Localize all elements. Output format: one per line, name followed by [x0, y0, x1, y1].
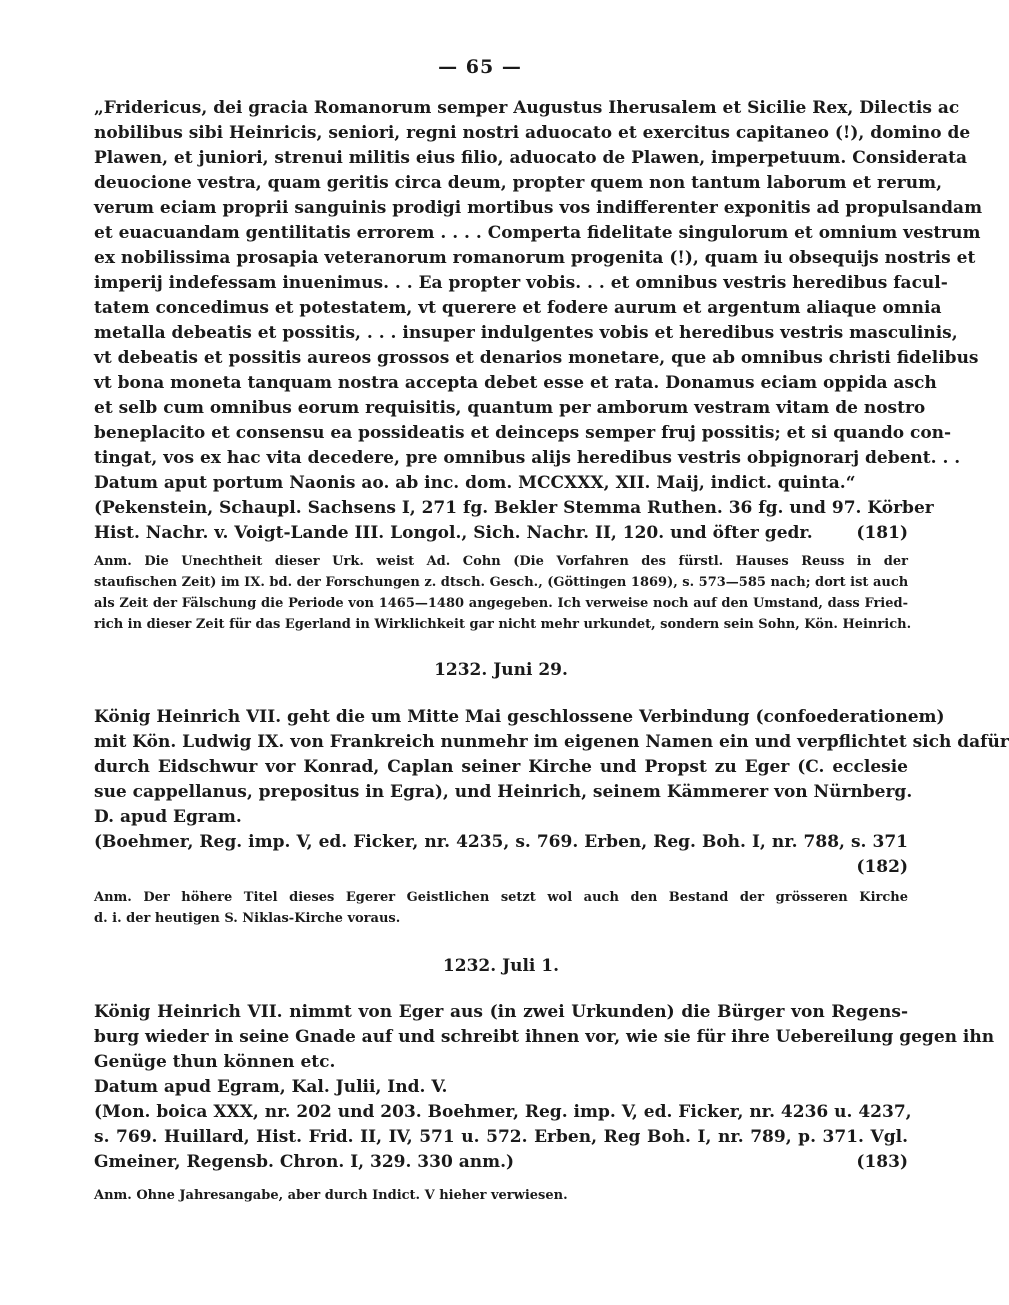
entry-number: (182)	[856, 857, 908, 877]
text-line: deuocione vestra, quam geritis circa deum, propter quem non tantum laborum et rerum,	[94, 173, 942, 193]
text-line: Datum aput portum Naonis ao. ab inc. dom. MCCXXX, XII. Maij, indict. quinta.“	[94, 473, 856, 493]
reference-line: Gmeiner, Regensb. Chron. I, 329. 330 anm.)	[94, 1152, 515, 1172]
text-line: D. apud Egram.	[94, 807, 242, 827]
reference-line: s. 769. Huillard, Hist. Frid. II, IV, 571 u. 572. Erben, Reg Boh. I, nr. 789, p. 371. Vgl.	[94, 1127, 908, 1147]
text-line: burg wieder in seine Gnade auf und schreibt ihnen vor, wie sie für ihre Uebereilung gegen ihn	[94, 1027, 995, 1047]
text-line: beneplacito et consensu ea possideatis et deinceps semper fruj possitis; et si quando con-	[94, 423, 952, 443]
footnote-line: Anm. Die Unechtheit dieser Urk. weist Ad. Cohn (Die Vorfahren des fürstl. Hauses Reuss in der	[94, 554, 908, 569]
text-line: et euacuandam gentilitatis errorem . . . . Comperta fidelitate singulorum et omnium vestrum	[94, 223, 981, 243]
footnote-line: rich in dieser Zeit für das Egerland in Wirklichkeit gar nicht mehr urkundet, sondern sein Sohn, Kön. Heinrich.	[94, 617, 912, 632]
reference-line: (Pekenstein, Schaupl. Sachsens I, 271 fg. Bekler Stemma Ruthen. 36 fg. und 97. Körber	[94, 498, 934, 518]
text-line: „Fridericus, dei gracia Romanorum semper Augustus Iherusalem et Sicilie Rex, Dilectis ac	[94, 98, 960, 118]
reference-line: (Mon. boica XXX, nr. 202 und 203. Boehmer, Reg. imp. V, ed. Ficker, nr. 4236 u. 4237,	[94, 1102, 912, 1122]
text-line: ex nobilissima prosapia veteranorum romanorum progenita (!), quam iu obsequijs nostris et	[94, 248, 976, 268]
entry-date: 1232. Juli 1.	[442, 956, 560, 976]
text-line: König Heinrich VII. geht die um Mitte Mai geschlossene Verbindung (confoederationem)	[94, 707, 945, 727]
text-line: Plawen, et juniori, strenui militis eius filio, aduocato de Plawen, imperpetuum. Considerata	[94, 148, 968, 168]
page-number: — 65 —	[438, 56, 522, 78]
text-line: imperij indefessam inuenimus. . . Ea propter vobis. . . et omnibus vestris heredibus facul-	[94, 273, 948, 293]
text-line: metalla debeatis et possitis, . . . insuper indulgentes vobis et heredibus vestris masculinis,	[94, 323, 958, 343]
text-line: tatem concedimus et potestatem, vt querere et fodere aurum et argentum aliaque omnia	[94, 298, 942, 318]
entry-date: 1232. Juni 29.	[434, 660, 568, 680]
entry-number: (181)	[856, 523, 908, 543]
text-line: verum eciam proprii sanguinis prodigi mortibus vos indifferenter exponitis ad propulsandam	[94, 198, 983, 218]
text-line: Genüge thun können etc.	[94, 1052, 336, 1072]
footnote-line: Anm. Der höhere Titel dieses Egerer Geistlichen setzt wol auch den Bestand der grösseren Kirche	[94, 890, 908, 905]
text-line: König Heinrich VII. nimmt von Eger aus (in zwei Urkunden) die Bürger von Regens-	[94, 1002, 908, 1022]
text-line: vt bona moneta tanquam nostra accepta debet esse et rata. Donamus eciam oppida asch	[94, 373, 937, 393]
footnote-line: Anm. Ohne Jahresangabe, aber durch Indict. V hieher verwiesen.	[94, 1188, 568, 1203]
footnote-line: staufischen Zeit) im IX. bd. der Forschungen z. dtsch. Gesch., (Göttingen 1869), s. 573—585 nach; dort ist auch	[94, 575, 909, 590]
entry-number: (183)	[856, 1152, 908, 1172]
text-line: durch Eidschwur vor Konrad, Caplan seiner Kirche und Propst zu Eger (C. ecclesie	[94, 757, 908, 777]
footnote-line: d. i. der heutigen S. Niklas-Kirche voraus.	[94, 911, 401, 926]
text-line: et selb cum omnibus eorum requisitis, quantum per amborum vestram vitam de nostro	[94, 398, 926, 418]
reference-line: Hist. Nachr. v. Voigt-Lande III. Longol., Sich. Nachr. II, 120. und öfter gedr.	[94, 523, 813, 543]
footnote-line: als Zeit der Fälschung die Periode von 1465—1480 angegeben. Ich verweise noch auf den Umstand, dass Fried-	[94, 596, 908, 611]
reference-line: (Boehmer, Reg. imp. V, ed. Ficker, nr. 4235, s. 769. Erben, Reg. Boh. I, nr. 788, s. 371	[94, 832, 908, 852]
text-line: nobilibus sibi Heinricis, seniori, regni nostri aduocato et exercitus capitaneo (!), domino de	[94, 123, 971, 143]
text-line: sue cappellanus, prepositus in Egra), und Heinrich, seinem Kämmerer von Nürnberg.	[94, 782, 913, 802]
text-line: tingat, vos ex hac vita decedere, pre omnibus alijs heredibus vestris obpignorarj debent. . .	[94, 448, 961, 468]
text-line: mit Kön. Ludwig IX. von Frankreich nunmehr im eigenen Namen ein und verpflichtet sich dafür	[94, 732, 1009, 752]
text-line: vt debeatis et possitis aureos grossos et denarios monetare, que ab omnibus christi fidelibus	[94, 348, 979, 368]
text-line: Datum apud Egram, Kal. Julii, Ind. V.	[94, 1077, 448, 1097]
